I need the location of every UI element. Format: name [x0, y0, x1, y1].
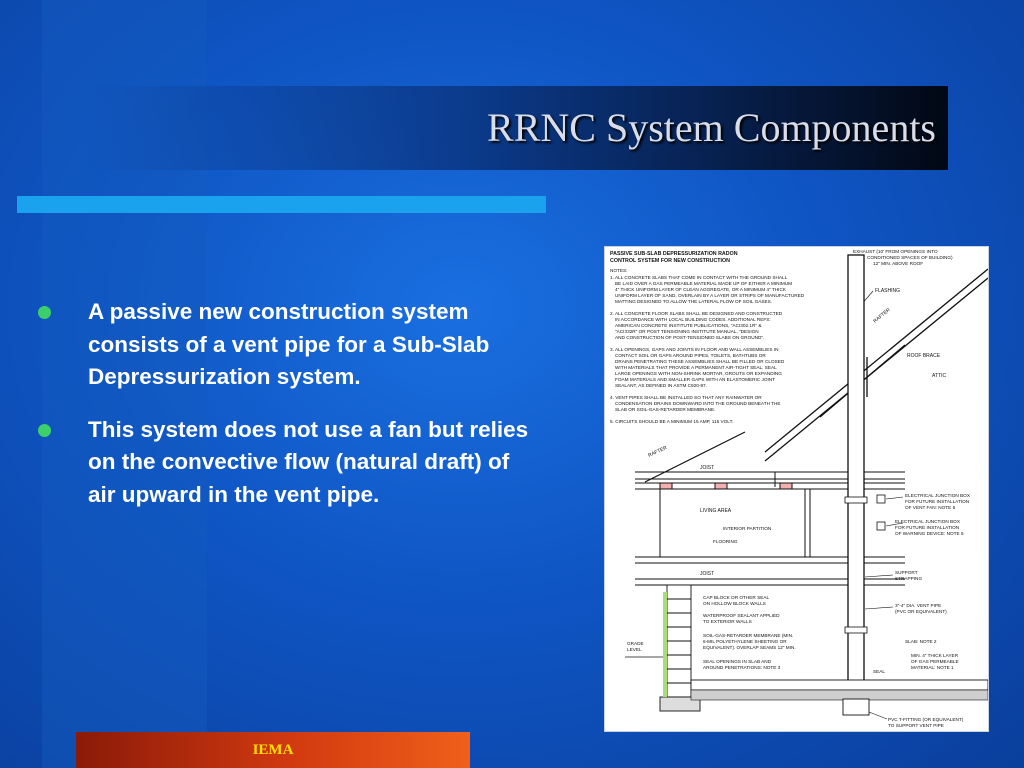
footer-bar — [76, 732, 470, 768]
bullet-list — [30, 296, 540, 531]
label-slab: SLAB: NOTE 2 — [905, 639, 937, 644]
leader-vent-pipe — [865, 607, 893, 609]
leader-support — [865, 575, 893, 577]
bullet-dot-icon — [38, 306, 51, 319]
label-gas-layer: OF GAS PERMEABLE — [911, 659, 959, 664]
label-joist-upper: JOIST — [700, 465, 715, 471]
label-seal: SEAL — [873, 669, 885, 674]
label-rafter-lower: RAFTER — [647, 444, 668, 459]
diagram-note-line: CONDENSATION DRAINS DOWNWARD INTO THE GROUND BENEATH THE — [615, 401, 781, 406]
label-exhaust: EXHAUST (10' FROM OPENINGS INTO — [853, 249, 938, 254]
label-vent-pipe: (PVC OR EQUIVALENT) — [895, 609, 947, 614]
label-roof-brace: ROOF BRACE — [907, 353, 941, 359]
diagram-note-line: 1. ALL CONCRETE SLABS THAT COME IN CONTACT WITH THE GROUND SHALL — [610, 275, 788, 280]
label-flooring: FLOORING — [713, 539, 738, 544]
diagram-notes-label: NOTES: — [610, 268, 628, 273]
label-attic: ATTIC — [932, 373, 947, 379]
diagram-note-line: 3. ALL OPENINGS, GAPS AND JOINTS IN FLOOR AND WALL ASSEMBLIES IN — [610, 347, 779, 352]
label-membrane: SOIL-GAS-RETARDER MEMBRANE (MIN. — [703, 633, 794, 638]
diagram-note-line: AND CONSTRUCTION OF POST-TENSIONED SLABS ON GROUND". — [615, 335, 765, 340]
diagram-note-line: "ACI332R" OR POST TENSIONING INSTITUTE MANUAL, "DESIGN — [615, 329, 759, 334]
diagram-heading: CONTROL SYSTEM FOR NEW CONSTRUCTION — [610, 258, 730, 264]
junction-box-icon — [877, 522, 885, 530]
diagram-note-line: FOAM MATERIALS AND SMALLER GAPS WITH AN ELASTOMERIC JOINT — [615, 377, 776, 382]
label-support-strapping: STRAPPING — [895, 576, 923, 581]
pipe-coupling — [845, 627, 867, 633]
diagram-note-line: WITH MATERIALS THAT PROVIDE A PERMANENT AIR-TIGHT SEAL. SEAL — [615, 365, 777, 370]
rrnc-diagram — [604, 246, 989, 732]
leader-junction-box — [886, 497, 903, 499]
accent-line — [17, 196, 546, 213]
bullet-text: This system does not use a fan but relies on the convective flow (natural draft) of air upward in the vent pipe. — [88, 416, 529, 507]
label-gas-layer: MIN. 4" THICK LAYER — [911, 653, 959, 658]
label-junction-box: ELECTRICAL JUNCTION BOX — [895, 519, 960, 524]
label-t-fitting: TO SUPPORT VENT PIPE — [888, 723, 944, 728]
label-membrane: EQUIVALENT). OVERLAP SEAMS 12" MIN. — [703, 645, 796, 650]
diagram-note-line: IN ACCORDANCE WITH LOCAL BUILDING CODES. ADDITIONAL REFS: — [615, 317, 771, 322]
diagram-note-line: CONTACT SOIL OR GAPS AROUND PIPES, TOILETS, BATHTUBS OR — [615, 353, 766, 358]
label-grade-level: LEVEL — [627, 647, 642, 652]
t-fitting — [843, 699, 869, 715]
rrnc-diagram-drawing — [605, 247, 988, 731]
label-gas-layer: MATERIAL: NOTE 1 — [911, 665, 954, 670]
label-exhaust: CONDITIONED SPACES OF BUILDING) — [867, 255, 953, 260]
diagram-note-line: AMERICAN CONCRETE INSTITUTE PUBLICATIONS, "ACI302.1R" & — [615, 323, 762, 328]
leader-t-fitting — [869, 712, 887, 719]
label-junction-box: FOR FUTURE INSTALLATION — [895, 525, 960, 530]
label-cap-block: CAP BLOCK OR OTHER SEAL — [703, 595, 770, 600]
label-living-area: LIVING AREA — [700, 508, 732, 514]
diagram-note-line: DRAINS PENETRATING THESE ASSEMBLIES SHALL BE FILLED OR CLOSED — [615, 359, 785, 364]
diagram-note-line: UNIFORM LAYER OF SAND, OVERLAIN BY A LAYER OR STRIPS OF MANUFACTURED — [615, 293, 805, 298]
label-membrane: 6-MIL POLYETHYLENE SHEETING OR — [703, 639, 787, 644]
label-grade-level: GRADE — [627, 641, 644, 646]
footer-label: IEMA — [252, 742, 294, 758]
vent-pipe — [848, 255, 864, 710]
label-interior-partition: INTERIOR PARTITION — [723, 526, 772, 531]
waterproof-layer — [663, 592, 667, 697]
bullet-dot-icon — [38, 424, 51, 437]
label-t-fitting: PVC T-FITTING (OR EQUIVALENT) — [888, 717, 964, 722]
bullet-item — [30, 296, 540, 394]
label-junction-box: OF WARNING DEVICE: NOTE 5 — [895, 531, 964, 536]
title-bar — [85, 86, 948, 170]
label-junction-box: ELECTRICAL JUNCTION BOX — [905, 493, 970, 498]
pipe-coupling — [845, 497, 867, 503]
label-cap-block: ON HOLLOW BLOCK WALLS — [703, 601, 766, 606]
concrete-slab — [691, 680, 988, 690]
diagram-note-line: 5. CIRCUITS SHOULD BE A MINIMUM 15 AMP, 115 VOLT. — [610, 419, 734, 424]
slide-title: RRNC System Components — [487, 105, 936, 150]
diagram-note-line: 2. ALL CONCRETE FLOOR SLABS SHALL BE DESIGNED AND CONSTRUCTED — [610, 311, 783, 316]
diagram-note-line: 4. VENT PIPES SHALL BE INSTALLED SO THAT ANY RAINWATER OR — [610, 395, 762, 400]
label-support-strapping: SUPPORT — [895, 570, 918, 575]
label-seal-openings: SEAL OPENINGS IN SLAB AND — [703, 659, 772, 664]
diagram-note-line: 4" THICK UNIFORM LAYER OF CLEAN AGGREGATE, OR A MINIMUM 4" THICK — [615, 287, 786, 292]
bullet-item — [30, 414, 540, 512]
diagram-note-line: LARGE OPENINGS WITH NON-SHRINK MORTAR, GROUTS OR EXPANDING — [615, 371, 782, 376]
gas-permeable-layer — [691, 690, 988, 700]
label-waterproof: WATERPROOF SEALANT APPLIED — [703, 613, 780, 618]
label-junction-box: OF VENT FAN: NOTE 5 — [905, 505, 956, 510]
label-joist-lower: JOIST — [700, 571, 715, 577]
label-flashing: FLASHING — [875, 288, 901, 294]
lower-rafter-line — [645, 432, 745, 482]
label-rafter-upper: RAFTER — [872, 307, 892, 325]
label-exhaust: 12" MIN. ABOVE ROOF — [873, 261, 924, 266]
label-waterproof: TO EXTERIOR WALLS — [703, 619, 752, 624]
diagram-note-line: BE LAID OVER A GAS PERMEABLE MATERIAL MADE UP OF EITHER A MINIMUM — [615, 281, 793, 286]
label-junction-box: FOR FUTURE INSTALLATION — [905, 499, 970, 504]
bullet-text: A passive new construction system consists of a vent pipe for a Sub-Slab Depressurization system. — [88, 299, 490, 389]
diagram-note-line: SEALANT, AS DEFINED IN ASTM C920-87. — [615, 383, 707, 388]
label-vent-pipe: 3"-4" DIA. VENT PIPE — [895, 603, 942, 608]
diagram-heading: PASSIVE SUB-SLAB DEPRESSURIZATION RADON — [610, 251, 738, 257]
junction-box-icon — [877, 495, 885, 503]
label-seal-openings: AROUND PENETRATIONS: NOTE 3 — [703, 665, 781, 670]
diagram-note-line: MATTING DESIGNED TO ALLOW THE LATERAL FLOW OF SOIL GASES. — [615, 299, 773, 304]
diagram-note-line: SLAB OR SOIL-GAS-RETARDER MEMBRANE. — [615, 407, 716, 412]
